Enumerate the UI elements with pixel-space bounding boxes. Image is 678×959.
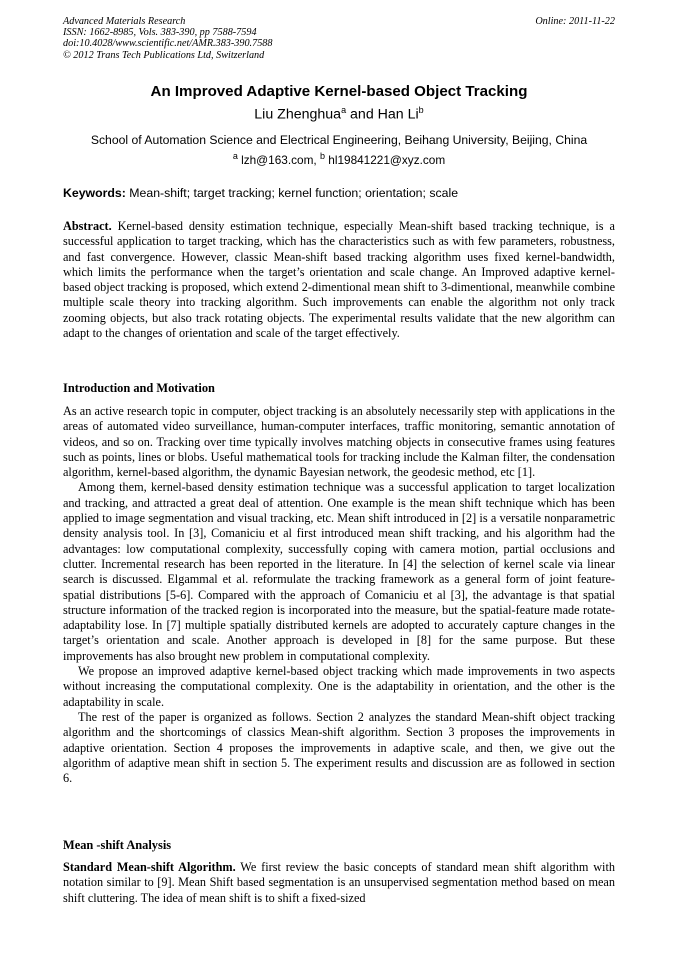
online-date: Online: 2011-11-22 [535, 16, 615, 27]
journal-header [63, 16, 615, 61]
author-1: Liu Zhenghua [254, 106, 342, 123]
intro-body [63, 404, 615, 786]
abstract-label: Abstract. [63, 219, 112, 233]
keywords-text: Mean-shift; target tracking; kernel function; orientation; scale [125, 186, 459, 200]
meanshift-lead: Standard Mean-shift Algorithm. [63, 860, 236, 874]
intro-paragraph-2: Among them, kernel-based density estimation technique was a successful application to target localization and tracking, and attracted a great deal of attention. One example is the mean shift technique which has been applied to image segmentation and visual tracking, etc. Mean shift introduced in [2] is a versatile nonparametric density analysis tool. In [3], Comaniciu et al first introduced mean shift tracking, and his algorithm had the advantages: low computational complexity, successfully coping with camera motion, partial occlusions and clutter. Incremental research has been reported in the literature. In [4] the selection of kernel scale via linear search is discussed. Elgammal et al. reformulate the tracking framework as a general form of joint feature-spatial distributions [5-6]. Compared with the approach of Comaniciu et al [3], the advantage is that spatial structure information of the tracked region is incorporated into the measure, but the spatial-feature made rotate-adaptability lose. In [7] multiple spatially distributed kernels are adopted to accurately capture changes in the target’s orientation and scale. Another approach is developed in [8] for the same purpose. But these improvements has also brought new problem in computational complexity. [63, 480, 615, 663]
author-2: Han Li [377, 106, 419, 123]
author-and: and [346, 106, 378, 123]
email-b-sup: b [319, 151, 325, 161]
email-a-sup: a [232, 151, 238, 161]
journal-name: Advanced Materials Research [63, 16, 186, 27]
keywords-line [63, 186, 615, 200]
author-2-sup: b [418, 105, 424, 115]
meanshift-heading: Mean -shift Analysis [63, 838, 172, 852]
issn-line: ISSN: 1662-8985, Vols. 383-390, pp 7588-7594 [63, 27, 257, 39]
intro-paragraph-1: As an active research topic in computer, object tracking is an absolutely necessarily step with applications in the areas of automated video surveillance, human-computer interfaces, traffic monitoring, semantic annotation of videos, and so on. Tracking over time typically involves matching objects in consecutive frames using features such as points, lines or blobs. Useful mathematical tools for tracking include the Kalman filter, the condensation algorithm, kernel-based algorithm, the dynamic Bayesian network, the geodesic method, etc [1]. [63, 404, 615, 480]
author-1-sup: a [341, 105, 347, 115]
intro-paragraph-3: We propose an improved adaptive kernel-based object tracking which made improvements in two aspects without increasing the computational complexity. One is the adaptability in orientation, and the other is the adaptability in scale. [63, 664, 615, 709]
email-b: hl19841221@xyz.com [324, 152, 446, 167]
intro-paragraph-4: The rest of the paper is organized as follows. Section 2 analyzes the standard Mean-shift object tracking algorithm and the shortcomings of classics Mean-shift algorithm. Section 3 proposes the improvements in adaptive orientation. Section 4 proposes the improvements in adaptive scale, and then, we give out the algorithm of adaptive mean shift in section 5. The experiment results and discussion are as followed in section 6. [63, 709, 615, 786]
meanshift-body [63, 860, 615, 906]
keywords-label: Keywords: [63, 186, 126, 200]
doi-line: doi:10.4028/www.scientific.net/AMR.383-390.7588 [63, 38, 273, 50]
copyright-line: © 2012 Trans Tech Publications Ltd, Switzerland [63, 49, 265, 61]
paper-title: An Improved Adaptive Kernel-based Object Tracking [150, 83, 528, 100]
affiliation: School of Automation Science and Electrical Engineering, Beihang University, Beijing, China [90, 133, 588, 147]
email-a: lzh@163.com, [237, 152, 320, 167]
email-line [63, 151, 615, 167]
meanshift-text: We first review the basic concepts of standard mean shift algorithm with notation similar to [9]. Mean Shift based segmentation is an unsupervised segmentation method based on mean shift cluttering. The idea of mean shift is to shift a fixed-sized [63, 860, 615, 905]
abstract-text: Kernel-based density estimation technique, especially Mean-shift based tracking technique, is a successful application to target tracking, which has the characteristics such as with few parameters, robustness, and fast convergence. However, classic Mean-shift based tracking algorithm uses fixed kernel-bandwidth, which limits the performance when the target’s orientation and scale change. An Improved adaptive kernel-based object tracking is proposed, which extend 2-dimentional mean shift to 3-dimentional, meanwhile combine multiple scale theory into tracking algorithm. Such improvements can enable the algorithm not only track zooming objects, but also track rotating objects. The experimental results validate that the new algorithm can adapt to the changes of orientation and scale of the target effectively. [63, 219, 615, 341]
author-line [63, 105, 615, 123]
abstract [63, 219, 615, 341]
intro-heading: Introduction and Motivation [63, 381, 215, 395]
